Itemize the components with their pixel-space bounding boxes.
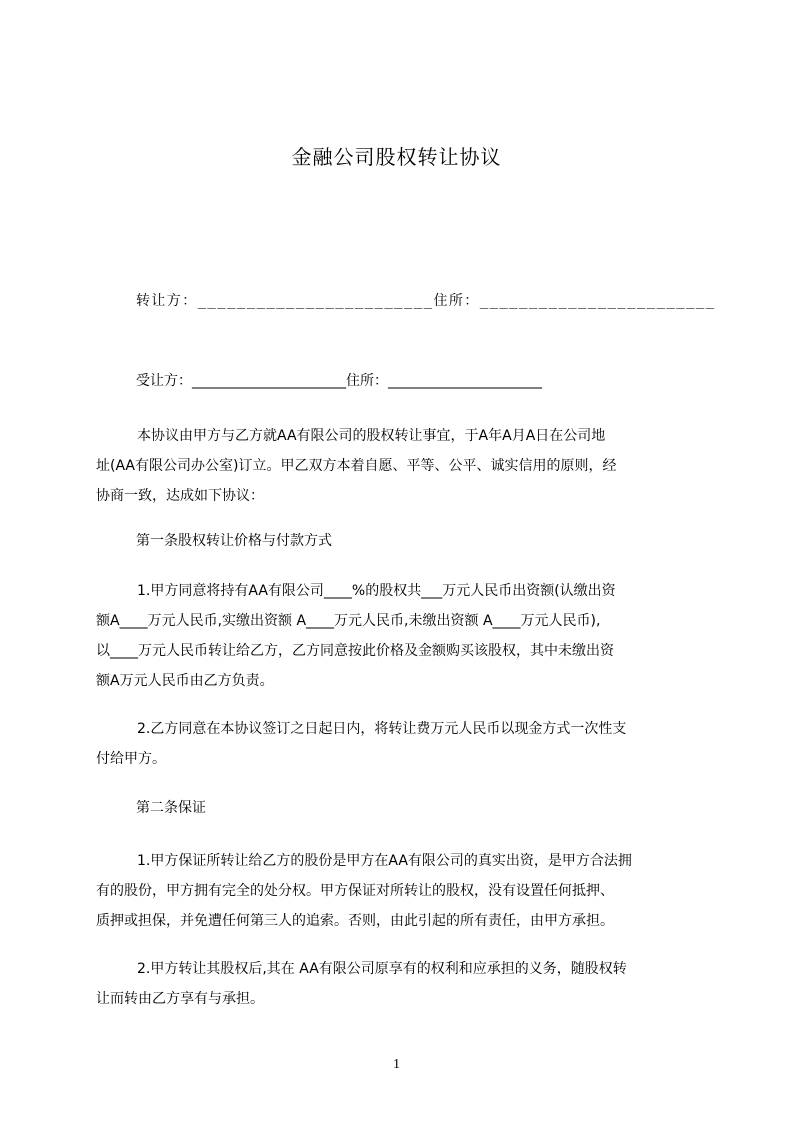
clause-line: 1.甲方同意将持有AA有限公司____%的股权共___万元人民币出资额(认缴出资	[137, 583, 616, 599]
clause-line: 额A万元人民币由乙方负责。	[96, 673, 274, 689]
clause-line: 2.乙方同意在本协议签订之日起日内，将转让费万元人民币以现金方式一次性支	[137, 721, 627, 737]
clause-line: 2.甲方转让其股权后,其在 AA有限公司原享有的权利和应承担的义务，随股权转	[137, 961, 627, 977]
clause-line: 付给甲方。	[96, 751, 166, 767]
document-title: 金融公司股权转让协议	[291, 145, 502, 169]
preamble-line: 本协议由甲方与乙方就AA有限公司的股权转让事宜，于A年A月A日在公司地	[137, 428, 606, 444]
article-1-clause-1	[96, 576, 700, 696]
transferee-line: 受让方：______________________住所：______________________	[136, 373, 542, 389]
clause-line: 以____万元人民币转让给乙方，乙方同意按此价格及金额购买该股权，其中未缴出资	[96, 643, 614, 659]
preamble-line: 协商一致，达成如下协议：	[96, 488, 264, 504]
article-1-heading: 第一条股权转让价格与付款方式	[136, 533, 332, 549]
clause-line: 有的股份，甲方拥有完全的处分权。甲方保证对所转让的股权，没有设置任何抵押、	[96, 883, 614, 899]
article-1-clause-2	[96, 714, 700, 774]
page-number: 1	[393, 1057, 400, 1072]
transferor-line: 转让方：________________________住所：________________________	[136, 293, 716, 309]
clause-line: 1.甲方保证所转让给乙方的股份是甲方在AA有限公司的真实出资，是甲方合法拥	[137, 853, 632, 869]
clause-line: 质押或担保，并免遭任何第三人的追索。否则，由此引起的所有责任，由甲方承担。	[96, 913, 614, 929]
article-2-clause-1	[96, 846, 700, 936]
article-2-clause-2	[96, 954, 700, 1014]
preamble-line: 址(AA有限公司办公室)订立。甲乙双方本着自愿、平等、公平、诚实信用的原则，经	[96, 458, 617, 474]
preamble-paragraph	[96, 421, 700, 511]
article-2-heading: 第二条保证	[136, 800, 206, 816]
clause-line: 额A____万元人民币,实缴出资额 A____万元人民币,未缴出资额 A____万元人民币),	[96, 613, 601, 629]
clause-line: 让而转由乙方享有与承担。	[96, 991, 264, 1007]
